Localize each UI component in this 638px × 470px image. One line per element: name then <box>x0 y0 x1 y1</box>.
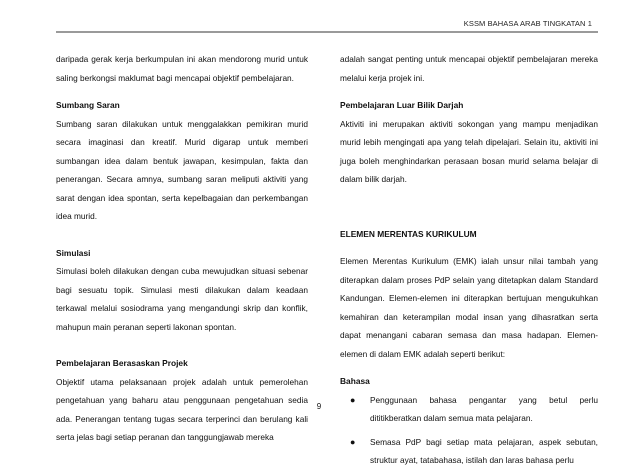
list-item <box>340 433 598 470</box>
left-column <box>56 50 308 447</box>
bullet-icon: ● <box>350 394 356 405</box>
continued-paragraph: daripada gerak kerja berkumpulan ini akan mendorong murid untuk saling berkongsi maklumat bagi mencapai objektif pembelajaran. <box>56 54 308 83</box>
running-header: KSSM BAHASA ARAB TINGKATAN 1 <box>463 19 592 28</box>
paragraph-luar-bilik-darjah: Aktiviti ini merupakan aktiviti sokongan yang mampu menjadikan murid lebih mengingati apa yang telah dipelajari. Selain itu, aktiviti ini juga boleh menghindarkan perasaan bosan murid selama belajar di dalam bilik darjah. <box>340 118 598 184</box>
continued-paragraph-right: adalah sangat penting untuk mencapai objektif pembelajaran mereka melalui kerja projek ini. <box>340 54 598 83</box>
heading-elemen-merentas-kurikulum: ELEMEN MERENTAS KURIKULUM <box>340 228 477 239</box>
paragraph-pembelajaran-projek: Objektif utama pelaksanaan projek adalah untuk pemerolehan pengetahuan yang baharu atau penggunaan pengetahuan sedia ada. Penerangan tentang tugas secara terperinci dan berulang kali serta jelas bagi setiap peranan dan tanggungjawab mereka <box>56 376 308 442</box>
heading-pembelajaran-projek: Pembelajaran Berasaskan Projek <box>56 358 188 368</box>
list-item-text: Penggunaan bahasa pengantar yang betul perlu dititikberatkan dalam semua mata pelajaran. <box>370 394 598 423</box>
heading-bahasa: Bahasa <box>340 376 370 386</box>
page-number: 9 <box>316 402 322 411</box>
heading-luar-bilik-darjah: Pembelajaran Luar Bilik Darjah <box>340 100 464 110</box>
paragraph-simulasi: Simulasi boleh dilakukan dengan cuba mewujudkan situasi sebenar bagi sesuatu topik. Simulasi mesti dilakukan dalam keadaan terkawal melalui sosiodrama yang mengandungi skrip dan konflik, mahupun main peranan seperti lakonan spontan. <box>56 266 308 332</box>
paragraph-sumbang-saran: Sumbang saran dilakukan untuk menggalakkan pemikiran murid secara imaginasi dan kreatif. Murid digarap untuk memberi sumbangan idea dalam bentuk jawapan, kesimpulan, fakta dan penerangan. Secara amnya, sumbang saran meliputi aktiviti yang sarat dengan idea spontan, serta kepelbagaian dan perkembangan idea murid. <box>56 118 308 221</box>
paragraph-emk: Elemen Merentas Kurikulum (EMK) ialah unsur nilai tambah yang diterapkan dalam proses PdP selain yang ditetapkan dalam Standard Kandungan. Elemen-elemen ini diterapkan bertujuan mengukuhkan kemahiran dan keterampilan modal insan yang dihasratkan serta dapat menangani cabaran semasa dan masa hadapan. Elemen-elemen di dalam EMK adalah seperti berikut: <box>340 256 598 359</box>
list-item-text: Semasa PdP bagi setiap mata pelajaran, aspek sebutan, struktur ayat, tatabahasa, istilah dan laras bahasa perlu <box>370 436 598 465</box>
header-rule <box>56 31 598 33</box>
heading-sumbang-saran: Sumbang Saran <box>56 100 120 110</box>
bullet-icon: ● <box>350 436 356 447</box>
heading-simulasi: Simulasi <box>56 247 91 258</box>
